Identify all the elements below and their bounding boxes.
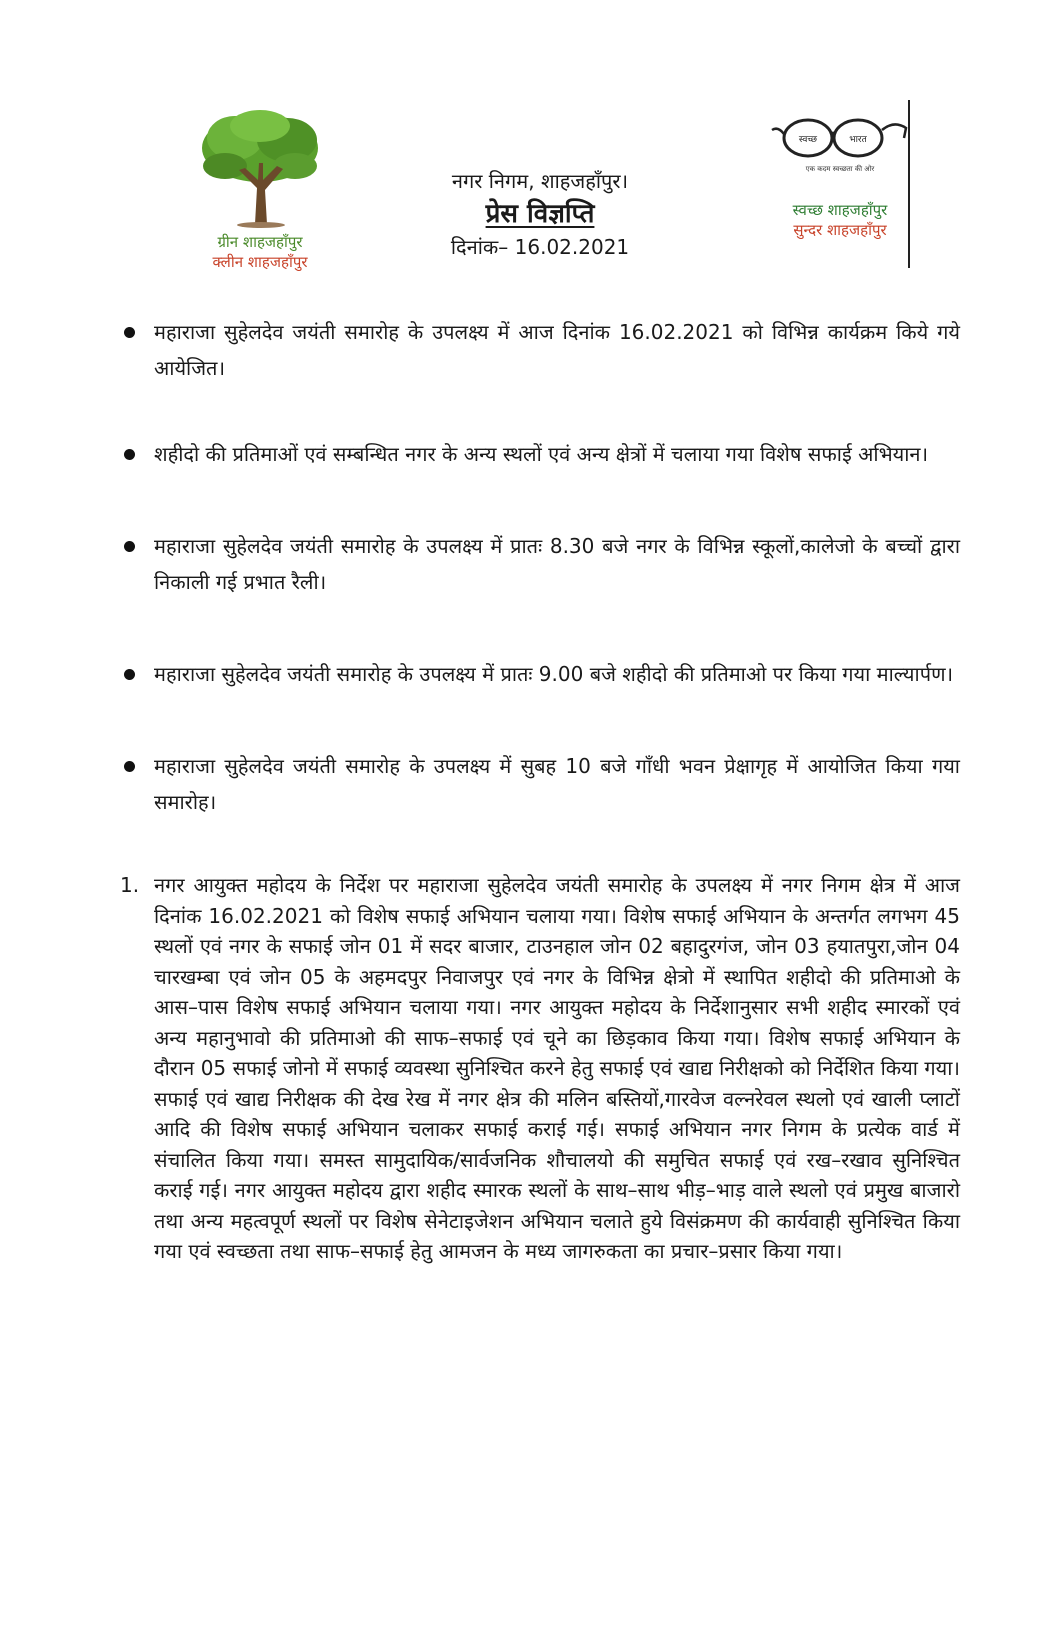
bullet-icon: [124, 669, 135, 680]
swachh-bharat-glasses-icon: [770, 108, 910, 166]
bullet-item: [120, 314, 960, 386]
swachh-tagline: एक कदम स्वच्छता की ओर: [805, 165, 875, 173]
bullet-item: [120, 528, 960, 600]
bullet-text: शहीदो की प्रतिमाओं एवं सम्बन्धित नगर के अन्य स्थलों एवं अन्य क्षेत्रों में चलाया गया विशेष सफाई अभियान।: [154, 442, 929, 466]
bullet-icon: [124, 449, 135, 460]
organization-name: नगर निगम, शाहजहाँपुर।: [451, 169, 629, 193]
page-title: प्रेस विज्ञप्ति: [485, 199, 595, 229]
bullet-icon: [124, 541, 135, 552]
header-divider: [908, 100, 910, 268]
bullet-item: [120, 436, 960, 472]
release-date: दिनांक– 16.02.2021: [450, 235, 630, 259]
bullet-icon: [124, 327, 135, 338]
bullet-item: [120, 748, 960, 820]
numbered-paragraph: [120, 870, 960, 1267]
green-shahjahanpur-logo: [190, 108, 330, 272]
paragraph-number: 1.: [120, 873, 140, 897]
sundar-shahjahanpur-text: सुन्दर शाहजहाँपुर: [793, 221, 887, 239]
tree-icon: [195, 108, 325, 228]
swachh-shahjahanpur-text: स्वच्छ शाहजहाँपुर: [792, 201, 888, 219]
bharat-lens-text: भारत: [849, 135, 867, 145]
bullet-item: [120, 656, 960, 692]
paragraph-text: नगर आयुक्त महोदय के निर्देश पर महाराजा सुहेलदेव जयंती समारोह के उपलक्ष्य में नगर निगम क्षेत्र में आज दिनांक 16.02.2021 को विशेष सफाई अभियान चलाया गया। विशेष सफाई अभियान के अन्तर्गत लगभग 45 स्थलों एवं नगर के सफाई जोन 01 में सदर बाजार, टाउनहाल जोन 02 बहादुरगंज, जोन 03 हयातपुरा,जोन 04 चारखम्बा एवं जोन 05 के अहमदपुर निवाजपुर एवं नगर के विभिन्न क्षेत्रो में स्थापित शहीदो की प्रतिमाओ के आस–पास विशेष सफाई अभियान चलाया गया। नगर आयुक्त महोदय के निर्देशानुसार सभी शहीद स्मारकों एवं अन्य महानुभावो की प्रतिमाओ की साफ–सफाई एवं चूने का छिड़काव किया गया। विशेष सफाई अभियान के दौरान 05 सफाई जोनो में सफाई व्यवस्था सुनिश्चित करने हेतु सफाई एवं खाद्य निरीक्षको को निर्देशित किया गया। सफाई एवं खाद्य निरीक्षक की देख रेख में नगर क्षेत्र की मलिन बस्तियों,गारवेज वल्नरेवल स्थलो एवं खाली प्लाटों आदि की विशेष सफाई अभियान चलाकर सफाई कराई गई। सफाई अभियान नगर निगम के प्रत्येक वार्ड में संचालित किया गया। समस्त सामुदायिक/सार्वजनिक शौचालयो की समुचित सफाई एवं रख–रखाव सुनिश्चित कराई गई। नगर आयुक्त महोदय द्वारा शहीद स्मारक स्थलों के साथ–साथ भीड़–भाड़ वाले स्थलो एवं प्रमुख बाजारो तथा अन्य महत्वपूर्ण स्थलों पर विशेष सेनेटाइजेशन अभियान चलाते हुये विसंक्रमण की कार्यवाही सुनिश्चित किया गया एवं स्वच्छता तथा साफ–सफाई हेतु आमजन के मध्य जागरुकता का प्रचार–प्रसार किया गया।: [154, 873, 960, 1263]
bullet-text: महाराजा सुहेलदेव जयंती समारोह के उपलक्ष्य में सुबह 10 बजे गाँधी भवन प्रेक्षागृह में आयोजित किया गया समारोह।: [154, 754, 960, 814]
clean-shahjahanpur-text: क्लीन शाहजहाँपुर: [212, 253, 308, 271]
swachh-bharat-logo: [770, 108, 910, 240]
bullet-text: महाराजा सुहेलदेव जयंती समारोह के उपलक्ष्य में प्रातः 8.30 बजे नगर के विभिन्न स्कूलों,कालेजो के बच्चों द्वारा निकाली गई प्रभात रैली।: [154, 534, 960, 594]
press-release-body: [120, 310, 960, 1267]
bullet-text: महाराजा सुहेलदेव जयंती समारोह के उपलक्ष्य में आज दिनांक 16.02.2021 को विभिन्न कार्यक्रम किये गये आयेजित।: [154, 320, 960, 380]
bullet-text: महाराजा सुहेलदेव जयंती समारोह के उपलक्ष्य में प्रातः 9.00 बजे शहीदो की प्रतिमाओ पर किया गया माल्यार्पण।: [154, 662, 954, 686]
document-heading: [420, 166, 660, 262]
swachh-lens-text: स्वच्छ: [798, 135, 818, 145]
green-shahjahanpur-text: ग्रीन शाहजहाँपुर: [217, 233, 303, 251]
bullet-icon: [124, 761, 135, 772]
